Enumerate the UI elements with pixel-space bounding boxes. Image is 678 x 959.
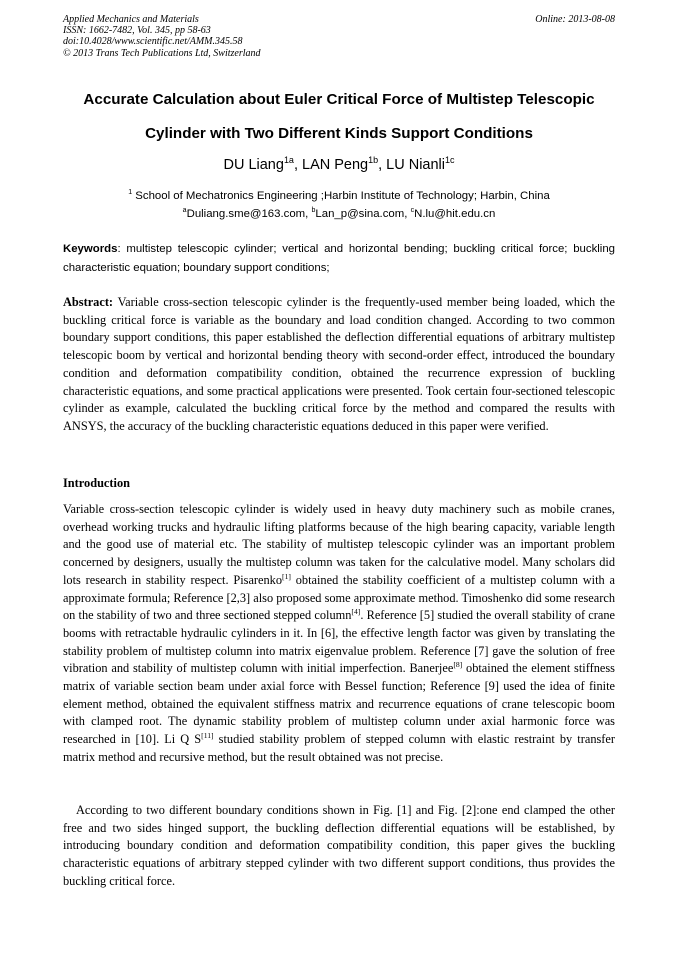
author-1-sup: 1a bbox=[283, 155, 294, 166]
author-2: LAN Peng bbox=[302, 157, 369, 173]
author-1: DU Liang bbox=[223, 157, 284, 173]
intro-text: Variable cross-section telescopic cylinder is widely used in heavy duty machinery such as mobile cranes, overhead working trucks and hydraulic lifting platforms because of the high bearing capacity, variable length and the good use of material etc. The stability of multistep telescopic cylinder was an important problem concerned by designers, usually the multistep column was taken for the calculative model. Many scholars did lots research in stability respect. Pisarenko bbox=[63, 502, 615, 587]
author-separator: , bbox=[293, 157, 302, 173]
title-line-1: Accurate Calculation about Euler Critical Force of Multistep Telescopic bbox=[83, 91, 595, 108]
title-line-2: Cylinder with Two Different Kinds Support Conditions bbox=[145, 125, 533, 142]
intro-text: studied stability problem of stepped column with elastic restraint by transfer matrix method and recursive method, but the result obtained was not precise. bbox=[63, 732, 615, 764]
introduction-paragraph-2: According to two different boundary conditions shown in Fig. [1] and Fig. [2]:one end clamped the other free and two sides hinged support, the buckling deflection differential equations will be established, by introducing boundary condition and deformation compatibility condition, this paper gives the buckling characteristic equations of arbitrary stepped cylinder with two different support conditions, thus provides the buckling critical force. bbox=[63, 803, 615, 888]
issn-line: ISSN: 1662-7482, Vol. 345, pp 58-63 bbox=[63, 25, 211, 37]
citation-ref: [11] bbox=[201, 731, 214, 741]
doi-line: doi:10.4028/www.scientific.net/AMM.345.58 bbox=[63, 36, 243, 48]
journal-header bbox=[63, 14, 615, 59]
email-2: Lan_p@sina.com, bbox=[315, 208, 411, 220]
abstract-block bbox=[63, 294, 615, 436]
email-2-sup: b bbox=[311, 207, 316, 215]
abstract-text: Variable cross-section telescopic cylinder is the frequently-used member being loaded, which the buckling critical force is variable as the boundary and load condition changed. According to two common boundary support conditions, this paper established the deflection differential equations of arbitrary multistep telescopic boom by vertical and horizontal bending theory with second-order effect, introduced the boundary condition and deformation compatibility condition, obtained the recurrence expression of buckling characteristic equations, and some practical applications were presented. Took certain four-sectioned telescopic cylinder as example, calculated the buckling critical force by the method and compared the results with ANSYS, the accuracy of the buckling characteristic equations deduced in this paper were verified. bbox=[63, 295, 615, 433]
copyright-line: © 2013 Trans Tech Publications Ltd, Switzerland bbox=[63, 47, 261, 59]
citation-ref: [8] bbox=[453, 660, 463, 670]
affiliation bbox=[40, 190, 638, 202]
keywords-text: : multistep telescopic cylinder; vertical and horizontal bending; buckling critical force; buckling characteristic equation; boundary support conditions; bbox=[63, 243, 615, 274]
author-list bbox=[40, 157, 638, 173]
journal-name: Applied Mechanics and Materials bbox=[63, 14, 199, 25]
author-3: LU Nianli bbox=[386, 157, 446, 173]
email-3-sup: c bbox=[410, 207, 415, 215]
affiliation-sup: 1 bbox=[128, 189, 133, 197]
citation-ref: [1] bbox=[282, 571, 291, 581]
introduction-paragraph-1 bbox=[63, 501, 615, 767]
email-1: Duliang.sme@163.com, bbox=[186, 208, 312, 220]
citation-ref: [4] bbox=[351, 607, 361, 617]
keywords-block bbox=[63, 240, 615, 277]
keywords-label: Keywords bbox=[63, 243, 118, 255]
author-2-sup: 1b bbox=[368, 155, 379, 166]
email-1-sup: a bbox=[182, 207, 187, 215]
author-separator: , bbox=[378, 157, 387, 173]
email-line bbox=[40, 208, 638, 220]
intro-text: obtained the element stiffness matrix of variable section beam under axial force with Bessel function; Reference [9] used the idea of finite element method, obtained the equivalent stiffness matrix and recurrence equations of crane telescopic boom with clamped root. The dynamic stability problem of multistep column under axial harmonic force was researched in [10]. Li Q S bbox=[63, 661, 615, 747]
abstract-label: Abstract: bbox=[63, 295, 114, 309]
intro-text: . Reference [5] studied the overall stability of crane booms with retractable hydraulic cylinders in it. In [6], the effective length factor was given by translating the stability problem of multistep column into matrix eigenvalue problem. Reference [7] gave the solution of free vibration and stability of multistep column with initial imperfection. Banerjee bbox=[63, 608, 615, 676]
email-3: N.lu@hit.edu.cn bbox=[414, 208, 496, 220]
introduction-heading: Introduction bbox=[63, 476, 130, 490]
online-date: Online: 2013-08-08 bbox=[535, 14, 615, 25]
affiliation-text: School of Mechatronics Engineering ;Harbin Institute of Technology; Harbin, China bbox=[132, 190, 550, 202]
intro-text: obtained the stability coefficient of a multistep column with a approximate formula; Reference [2,3] also proposed some approximate method. Timoshenko did some research on the stability of two and three sectioned stepped column bbox=[63, 572, 615, 623]
author-3-sup: 1c bbox=[445, 155, 455, 166]
